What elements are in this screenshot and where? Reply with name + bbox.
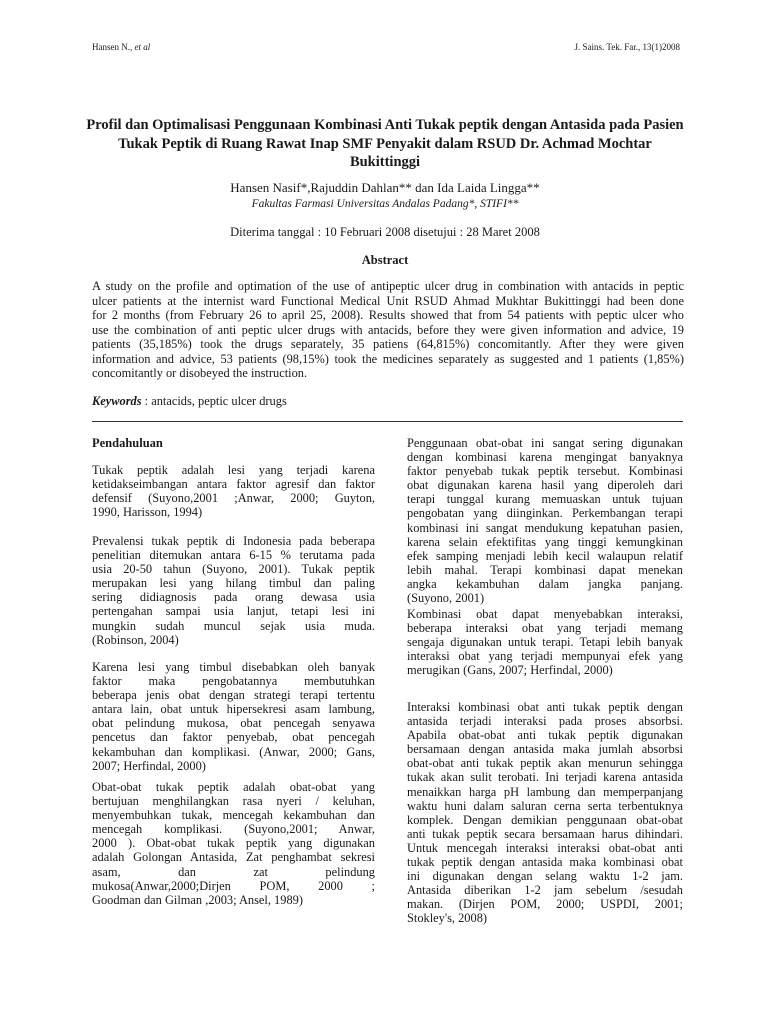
authors: Hansen Nasif*,Rajuddin Dahlan** dan Ida Laida Lingga** <box>230 180 540 195</box>
text-line: beberapa jenis obat dengan strategi terapi tertentu <box>92 688 375 703</box>
text-line: Apabila obat-obat anti tukak peptik digunakan <box>407 728 683 743</box>
text-line: 2007; Herfindal, 2000) <box>92 758 206 773</box>
text-line: for 2 months (from February 26 to april 25, 2008). Results showed that from 54 patients with peptic ulcer who <box>92 308 684 322</box>
text-line: anti tukak peptik secara bersamaan harus dihindari. <box>407 826 683 841</box>
running-header-author <box>92 42 150 52</box>
text-line: defensif (Suyono,2001 ;Anwar, 2000; Guyton, <box>92 491 375 506</box>
text-line: pertengahan sampai usia lanjut, tetapi lesi ini <box>92 604 375 619</box>
text-line: tukak akan sulit terobati. Ini terjadi karena antasida <box>407 770 683 785</box>
text-line: Antasida diberikan 1-2 jam sebelum /sesudah <box>407 883 683 898</box>
text-line: komplek. Dengan demikian penggunaan obat-obat <box>407 812 683 827</box>
paragraph <box>92 463 375 519</box>
text-line: faktor maka pengobatannya membutuhkan <box>92 674 375 689</box>
paragraph <box>407 700 683 926</box>
text-line: mukosa(Anwar,2000;Dirjen POM, 2000 ; <box>92 878 375 893</box>
title-line: Bukittinggi <box>349 154 421 170</box>
abstract-body <box>92 279 684 381</box>
text-line: beberapa interaksi obat yang terjadi memang <box>407 621 683 636</box>
text-line: patients (35,185%) took the drugs separately, 35 patiens (64,815%) concomitantly. After they were given <box>92 337 684 351</box>
text-line: pencetus dan faktor penyebab, obat pencegah <box>92 730 375 745</box>
text-line: Stokley's, 2008) <box>407 911 488 926</box>
text-line: mungkin sudah muncul sejak usia muda. <box>92 618 375 633</box>
text-line: kombinasi ini sangat mendukung kepatuhan pasien, <box>407 520 683 535</box>
text-line: bersamaan dengan antasida maka jumlah absorbsi <box>407 742 683 757</box>
text-line: ini digunakan dengan selang waktu 1-2 jam. <box>407 869 683 884</box>
text-line: bertujuan menghilangkan rasa nyeri / keluhan, <box>92 794 375 809</box>
paragraph <box>92 780 375 907</box>
author-short: Hansen N., <box>92 42 135 52</box>
text-line: terapi tunggal kurang memuaskan untuk tujuan <box>407 492 683 507</box>
text-line: kekambuhan dan komplikasi. (Anwar, 2000; Gans, <box>92 744 375 759</box>
received-date: Diterima tanggal : 10 Februari 2008 disetujui : 28 Maret 2008 <box>230 225 540 239</box>
keywords-value: : antacids, peptic ulcer drugs <box>141 394 287 408</box>
text-line: Tukak peptik adalah lesi yang terjadi karena <box>92 463 375 477</box>
text-line: efek samping menjadi lebih kecil walaupun relatif <box>407 548 683 563</box>
text-line: A study on the profile and optimation of the use of antipeptic ulcer drug in combination with antacids in peptic <box>92 279 684 293</box>
text-line: Penggunaan obat-obat ini sangat sering digunakan <box>407 436 683 450</box>
keywords <box>92 394 287 409</box>
paragraph <box>92 534 375 647</box>
text-line: sering didiagnosis pada orang dewasa usia <box>92 590 375 605</box>
text-line: Goodman dan Gilman ,2003; Ansel, 1989) <box>92 892 303 907</box>
section-heading: Pendahuluan <box>92 436 163 450</box>
text-line: Untuk mencegah interaksi interaksi obat-obat anti <box>407 840 683 855</box>
text-line: obat-obat anti tukak peptik akan menurun sehingga <box>407 756 683 771</box>
text-line: makan. (Dirjen POM, 2000; USPDI, 2001; <box>407 897 683 912</box>
text-line: (Suyono, 2001) <box>407 591 485 606</box>
text-line: Prevalensi tukak peptik di Indonesia pada beberapa <box>92 534 375 548</box>
text-line: dengan kombinasi karena mengingat banyaknya <box>407 450 683 465</box>
text-line: karena selain efektifitas yang tinggi kemungkinan <box>407 534 683 549</box>
text-line: Karena lesi yang timbul disebabkan oleh banyak <box>92 660 375 674</box>
divider <box>92 421 683 422</box>
paper-title <box>60 116 710 172</box>
text-line: ketidakseimbangan antara faktor agresif dan faktor <box>92 477 375 492</box>
text-line: concomitantly or disobeyed the instruction. <box>92 366 308 380</box>
text-line: menyembuhkan tukak, mencegah kekambuhan dan <box>92 808 375 823</box>
text-line: Interaksi kombinasi obat anti tukak peptik dengan <box>407 700 683 714</box>
text-line: ulcer patients at the internist ward Functional Medical Unit RSUD Ahmad Mukhtar Bukittinggi had been done <box>92 293 684 308</box>
text-line: Kombinasi obat dapat menyebabkan interaksi, <box>407 607 683 621</box>
text-line: 1990, Harisson, 1994) <box>92 505 203 520</box>
text-line: usia 20-50 tahun (Suyono, 2001). Tukak peptik <box>92 562 375 577</box>
abstract-heading: Abstract <box>361 253 409 267</box>
text-line: obat digunakan karena hasil yang diperoleh dari <box>407 478 683 493</box>
text-line: sengaja digunakan untuk terapi. Tetapi lebih banyak <box>407 635 683 650</box>
text-line: asam, dan zat pelindung <box>92 864 375 879</box>
text-line: antasida terjadi interaksi pada proses absorbsi. <box>407 714 683 729</box>
paragraph <box>407 607 683 677</box>
et-al: et al <box>134 42 151 52</box>
title-line: Profil dan Optimalisasi Penggunaan Kombinasi Anti Tukak peptik dengan Antasida pada Pasien <box>86 117 684 133</box>
keywords-label: Keywords <box>92 394 142 408</box>
text-line: (Robinson, 2004) <box>92 632 179 647</box>
paragraph <box>407 436 683 605</box>
running-header-journal: J. Sains. Tek. Far., 13(1)2008 <box>574 42 680 52</box>
title-line: Tukak Peptik di Ruang Rawat Inap SMF Penyakit dalam RSUD Dr. Achmad Mochtar <box>118 135 652 152</box>
text-line: penelitian ditemukan antara 6-15 % terutama pada <box>92 548 375 563</box>
text-line: obat pelindung mukosa, obat pencegah senyawa <box>92 716 375 731</box>
text-line: interaksi obat yang terjadi mempunyai efek yang <box>407 649 683 664</box>
text-line: information and advice, 53 patients (98,15%) took the medicines separately as suggested and 1 patients (1,85%) <box>92 351 684 366</box>
text-line: faktor penyebab tukak peptik tersebut. Kombinasi <box>407 464 683 479</box>
text-line: pengobatan yang diinginkan. Perkembangan terapi <box>407 506 683 521</box>
text-line: angka kekambuhan dalam jangka panjang. <box>407 576 683 591</box>
text-line: merupakan lesi yang hilang timbul dan paling <box>92 576 375 591</box>
text-line: Obat-obat tukak peptik adalah obat-obat yang <box>92 780 375 794</box>
text-line: use the combination of anti peptic ulcer drugs with antacids, before they were given information and advice, 19 <box>92 322 684 337</box>
text-line: merugikan (Gans, 2007; Herfindal, 2000) <box>407 663 613 678</box>
text-line: adalah Golongan Antasida, Zat penghambat sekresi <box>92 850 375 865</box>
text-line: menaikkan harga pH lambung dan memperpanjang <box>407 784 683 799</box>
text-line: tukak peptik dengan antasida maka kombinasi obat <box>407 855 683 870</box>
paragraph <box>92 660 375 773</box>
text-line: mencegah komplikasi. (Suyono,2001; Anwar, <box>92 822 375 837</box>
text-line: 2000 ). Obat-obat tukak peptik yang digunakan <box>92 836 375 851</box>
text-line: waktu huni dalam saluran cerna serta terbentuknya <box>407 798 683 813</box>
text-line: lebih mahal. Terapi kombinasi dapat menekan <box>407 562 683 577</box>
text-line: antara lain, obat untuk hipersekresi asam lambung, <box>92 702 375 717</box>
affiliation: Fakultas Farmasi Universitas Andalas Padang*, STIFI** <box>251 198 519 210</box>
